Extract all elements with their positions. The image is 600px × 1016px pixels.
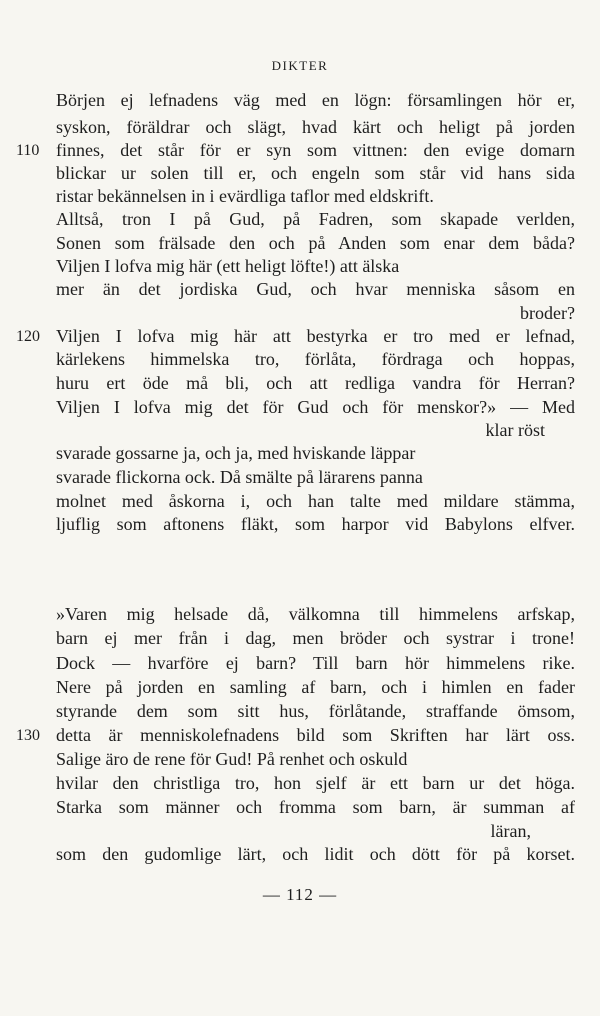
verse-line: svarade flickorna ock. Då smälte på lärarens panna: [56, 467, 423, 487]
verse-line-continuation: läran,: [490, 821, 531, 841]
verse-line: Börjen ej lefnadens väg med en lögn: församlingen hör er,: [56, 90, 575, 110]
verse-line: ristar bekännelsen in i evärdliga taflor med eldskrift.: [56, 186, 434, 206]
verse-line: Nere på jorden en samling af barn, och i himlen en fader: [56, 677, 575, 697]
verse-line: molnet med åskorna i, och han talte med mildare stämma,: [56, 491, 575, 511]
verse-line: styrande dem som sitt hus, förlåtande, straffande ömsom,: [56, 701, 575, 721]
verse-line: kärlekens himmelska tro, förlåta, fördraga och hoppas,: [56, 349, 575, 369]
verse-line: Viljen I lofva mig det för Gud och för menskor?» — Med: [56, 397, 575, 417]
verse-line: som den gudomlige lärt, och lidit och dött för på korset.: [56, 844, 575, 864]
verse-line: hvilar den christliga tro, hon sjelf är ett barn ur det höga.: [56, 773, 575, 793]
verse-line-continuation: broder?: [520, 303, 575, 323]
line-number: 110: [16, 142, 40, 159]
verse-line: syskon, föräldrar och slägt, hvad kärt och heligt på jorden: [56, 117, 575, 137]
verse-line: finnes, det står för er syn som vittnen: den evige domarn: [56, 140, 575, 160]
page-number: — 112 —: [262, 885, 338, 904]
verse-line: Dock — hvarföre ej barn? Till barn hör himmelens rike.: [56, 653, 575, 673]
verse-line: Alltså, tron I på Gud, på Fadren, som skapade verlden,: [56, 209, 575, 229]
verse-line: ljuflig som aftonens fläkt, som harpor vid Babylons elfver.: [56, 514, 575, 534]
verse-line: Starka som männer och fromma som barn, är summan af: [56, 797, 575, 817]
verse-line: mer än det jordiska Gud, och hvar menniska såsom en: [56, 279, 575, 299]
verse-line: detta är menniskolefnadens bild som Skriften har lärt oss.: [56, 725, 575, 745]
verse-line: barn ej mer från i dag, men bröder och systrar i trone!: [56, 628, 575, 648]
verse-line: huru ert öde må bli, och att redliga vandra för Herran?: [56, 373, 575, 393]
verse-line: Salige äro de rene för Gud! På renhet och oskuld: [56, 749, 408, 769]
running-header: DIKTER: [271, 58, 329, 73]
verse-line: Sonen som frälsade den och på Anden som enar dem båda?: [56, 233, 575, 253]
line-number: 130: [16, 727, 40, 744]
line-number: 120: [16, 328, 40, 345]
verse-line: »Varen mig helsade då, välkomna till himmelens arfskap,: [56, 604, 575, 624]
verse-line-continuation: klar röst: [485, 420, 545, 440]
verse-line: svarade gossarne ja, och ja, med hviskande läppar: [56, 443, 416, 463]
verse-line: Viljen I lofva mig här (ett heligt löfte!) att älska: [56, 256, 400, 276]
verse-line: blickar ur solen till er, och engeln som står vid hans sida: [56, 163, 575, 183]
verse-line: Viljen I lofva mig här att bestyrka er tro med er lefnad,: [56, 326, 575, 346]
